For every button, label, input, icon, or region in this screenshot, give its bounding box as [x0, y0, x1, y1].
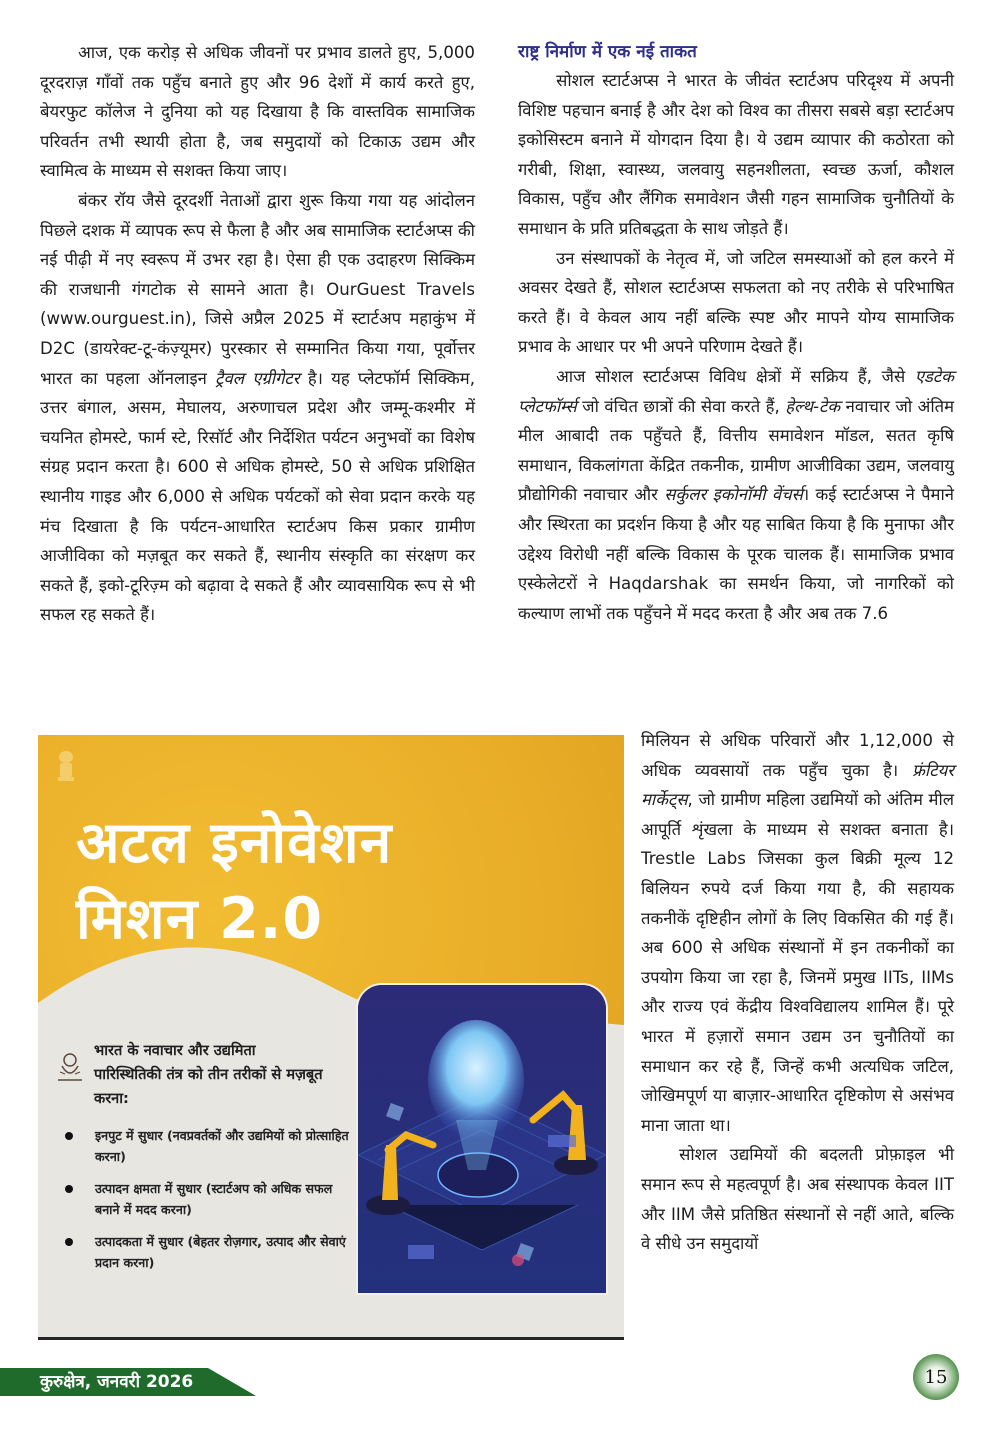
paragraph — [40, 186, 475, 630]
section-heading: राष्ट्र निर्माण में एक नई ताकत — [518, 42, 697, 62]
infographic-bullet-list — [60, 1125, 360, 1284]
right-column-top — [518, 38, 954, 628]
italic-term: हेल्थ-टेक — [785, 396, 841, 416]
left-column — [40, 38, 475, 630]
infographic-intro: भारत के नवाचार और उद्यमिता पारिस्थितिकी तंत्र को तीन तरीकों से मज़बूत करना: — [94, 1042, 323, 1107]
bullet-icon — [65, 1132, 73, 1140]
paragraph-text: । कई स्टार्टअप्स ने पैमाने और स्थिरता का प्रदर्शन किया है और यह साबित किया है कि मुनाफा और उद्देश्य विरोधी नहीं बल्कि विकास के पूरक चालक हैं। सामाजिक प्रभाव एस्केलेटरों ने Haqdarshak का समर्थन किया, जो नागरिकों को कल्याण लाभों तक पहुँचने में मदद करता है और अब तक 7.6 — [518, 485, 954, 623]
page-number: 15 — [924, 1366, 948, 1388]
bullet-item — [60, 1125, 360, 1167]
bullet-text: उत्पादकता में सुधार (बेहतर रोज़गार, उत्पाद और सेवाएं प्रदान करना) — [95, 1234, 346, 1270]
paragraph-text: है। यह प्लेटफॉर्म सिक्किम, उत्तर बंगाल, असम, मेघालय, अरुणाचल प्रदेश और जम्मू-कश्मीर में चयनित होमस्टे, फार्म स्टे, रिसॉर्ट और निर्देशित पर्यटन अनुभवों का विशेष संग्रह प्रदान करता है। 600 से अधिक होमस्टे, 50 से अधिक प्रशिक्षित स्थानीय गाइड और 6,000 से अधिक पर्यटकों को सेवा प्रदान करके यह मंच दिखाता है कि पर्यटन-आधारित स्टार्टअप किस प्रकार ग्रामीण आजीविका को मज़बूत कर सकते हैं, स्थानीय संस्कृति का संरक्षण कर सकते हैं, इको-टूरिज़्म को बढ़ावा दे सकते हैं और व्यावसायिक रूप से भी सफल रह सकते हैं। — [40, 368, 475, 625]
paragraph-text: , जो ग्रामीण महिला उद्यमियों को अंतिम मील आपूर्ति शृंखला के माध्यम से सशक्त बनाता है। Trestle Labs जिसका कुल बिक्री मूल्य 12 बिलियन रुपये दर्ज किया गया है, की सहायक तकनीकें दृष्टिहीन लोगों के लिए विकसित की गई हैं। अब 600 से अधिक संस्थानों में इन तकनीकों का उपयोग किया जा रहा है, जिनमें प्रमुख IITs, IIMs और राज्य एवं केंद्रीय विश्वविद्यालय शामिल हैं। पूरे भारत में हज़ारों समान उद्यम उन चुनौतियों का समाधान कर रहे हैं, जिन्हें कभी अत्यधिक जटिल, जोखिमपूर्ण या बाज़ार-आधारित दृष्टिकोण से असंभव माना जाता था। — [641, 790, 954, 1135]
atal-innovation-mission-infographic — [38, 735, 624, 1340]
lightbulb-robot-arms-illustration — [356, 983, 608, 1295]
italic-term: एडटेक प्लेटफॉर्म्स — [518, 366, 954, 416]
paragraph — [518, 362, 954, 628]
publication-footer: कुरुक्षेत्र, जनवरी 2026 — [40, 1372, 194, 1392]
bullet-icon — [65, 1185, 73, 1193]
paragraph: उन संस्थापकों के नेतृत्व में, जो जटिल समस्याओं को हल करने में अवसर देखते हैं, सोशल स्टार्टअप्स सफलता को नए तरीके से परिभाषित करते हैं। वे केवल आय नहीं बल्कि स्पष्ट और मापने योग्य सामाजिक प्रभाव के आधार पर भी अपने परिणाम देखते हैं। — [518, 248, 954, 357]
paragraph-text: बंकर रॉय जैसे दूरदर्शी नेताओं द्वारा शुरू किया गया यह आंदोलन पिछले दशक में व्यापक रूप से फैला है और अब सामाजिक स्टार्टअप्स की नई पीढ़ी में नए स्वरूप में उभर रहा है। ऐसा ही एक उदाहरण सिक्किम की राजधानी गंगटोक से सामने आता है। OurGuest Travels (www.ourguest.in), जिसे अप्रैल 2025 में स्टार्टअप महाकुंभ में D2C (डायरेक्ट-टू-कंज़्यूमर) पुरस्कार से सम्मानित किया गया, पूर्वोत्तर भारत का पहला ऑनलाइन — [40, 190, 475, 388]
paragraph — [641, 726, 954, 1140]
italic-term: फ्रंटियर मार्केट्स — [641, 760, 954, 810]
infographic-title — [76, 805, 392, 957]
aim-logo-icon — [56, 1050, 84, 1084]
bullet-item — [60, 1231, 360, 1273]
bullet-text: इनपुट में सुधार (नवप्रवर्तकों और उद्यमियों को प्रोत्साहित करना) — [95, 1128, 349, 1164]
paragraph-text: आज सोशल स्टार्टअप्स विविध क्षेत्रों में सक्रिय हैं, जैसे — [556, 366, 915, 386]
paragraph-text: जो वंचित छात्रों की सेवा करते हैं, — [576, 396, 786, 416]
italic-term: सर्कुलर इकोनॉमी वेंचर्स — [664, 485, 803, 505]
page-number-badge — [913, 1354, 959, 1400]
paragraph: सोशल स्टार्टअप्स ने भारत के जीवंत स्टार्टअप परिदृश्य में अपनी विशिष्ट पहचान बनाई है और देश को विश्व का तीसरा सबसे बड़ा स्टार्टअप इकोसिस्टम बनाने में योगदान दिया है। ये उद्यम व्यापार की कठोरता को गरीबी, शिक्षा, स्वास्थ्य, जलवायु सहनशीलता, स्वच्छ ऊर्जा, कौशल विकास, पहुँच और लैंगिक समावेशन जैसी गहन सामाजिक चुनौतियों के समाधान के प्रति प्रतिबद्धता के साथ जोड़ते हैं। — [518, 71, 954, 238]
italic-term: ट्रैवल एग्रीगेटर — [215, 368, 300, 388]
paragraph-text: नवाचार जो अंतिम मील आबादी तक पहुँचते हैं, वित्तीय समावेशन मॉडल, सतत कृषि समाधान, विकलांगता केंद्रित तकनीक, ग्रामीण आजीविका उद्यम, जलवायु प्रौद्योगिकी नवाचार और — [518, 396, 954, 505]
national-emblem-icon — [55, 749, 77, 789]
paragraph: आज, एक करोड़ से अधिक जीवनों पर प्रभाव डालते हुए, 5,000 दूरदराज़ गाँवों तक पहुँच बनाते हुए और 96 देशों में कार्य करते हुए, बेयरफुट कॉलेज ने दुनिया को यह दिखाया है कि वास्तविक सामाजिक परिवर्तन तभी स्थायी होता है, जब समुदायों को टिकाऊ उद्यम और स्वामित्व के माध्यम से सशक्त किया जाए। — [40, 43, 475, 181]
bullet-icon — [65, 1238, 73, 1246]
paragraph-text: मिलियन से अधिक परिवारों और 1,12,000 से अधिक व्यवसायों तक पहुँच चुका है। — [641, 731, 954, 780]
bullet-item — [60, 1178, 360, 1220]
title-line-1: अटल इनोवेशन — [76, 810, 393, 876]
bullet-text: उत्पादन क्षमता में सुधार (स्टार्टअप को अधिक सफल बनाने में मदद करना) — [95, 1181, 333, 1217]
title-line-2: मिशन 2.0 — [76, 886, 324, 952]
paragraph: सोशल उद्यमियों की बदलती प्रोफ़ाइल भी समान रूप से महत्वपूर्ण है। अब संस्थापक केवल IIT और IIM जैसे प्रतिष्ठित संस्थानों से नहीं आते, बल्कि वे सीधे उन समुदायों — [641, 1145, 954, 1254]
right-column-bottom — [641, 726, 954, 1259]
